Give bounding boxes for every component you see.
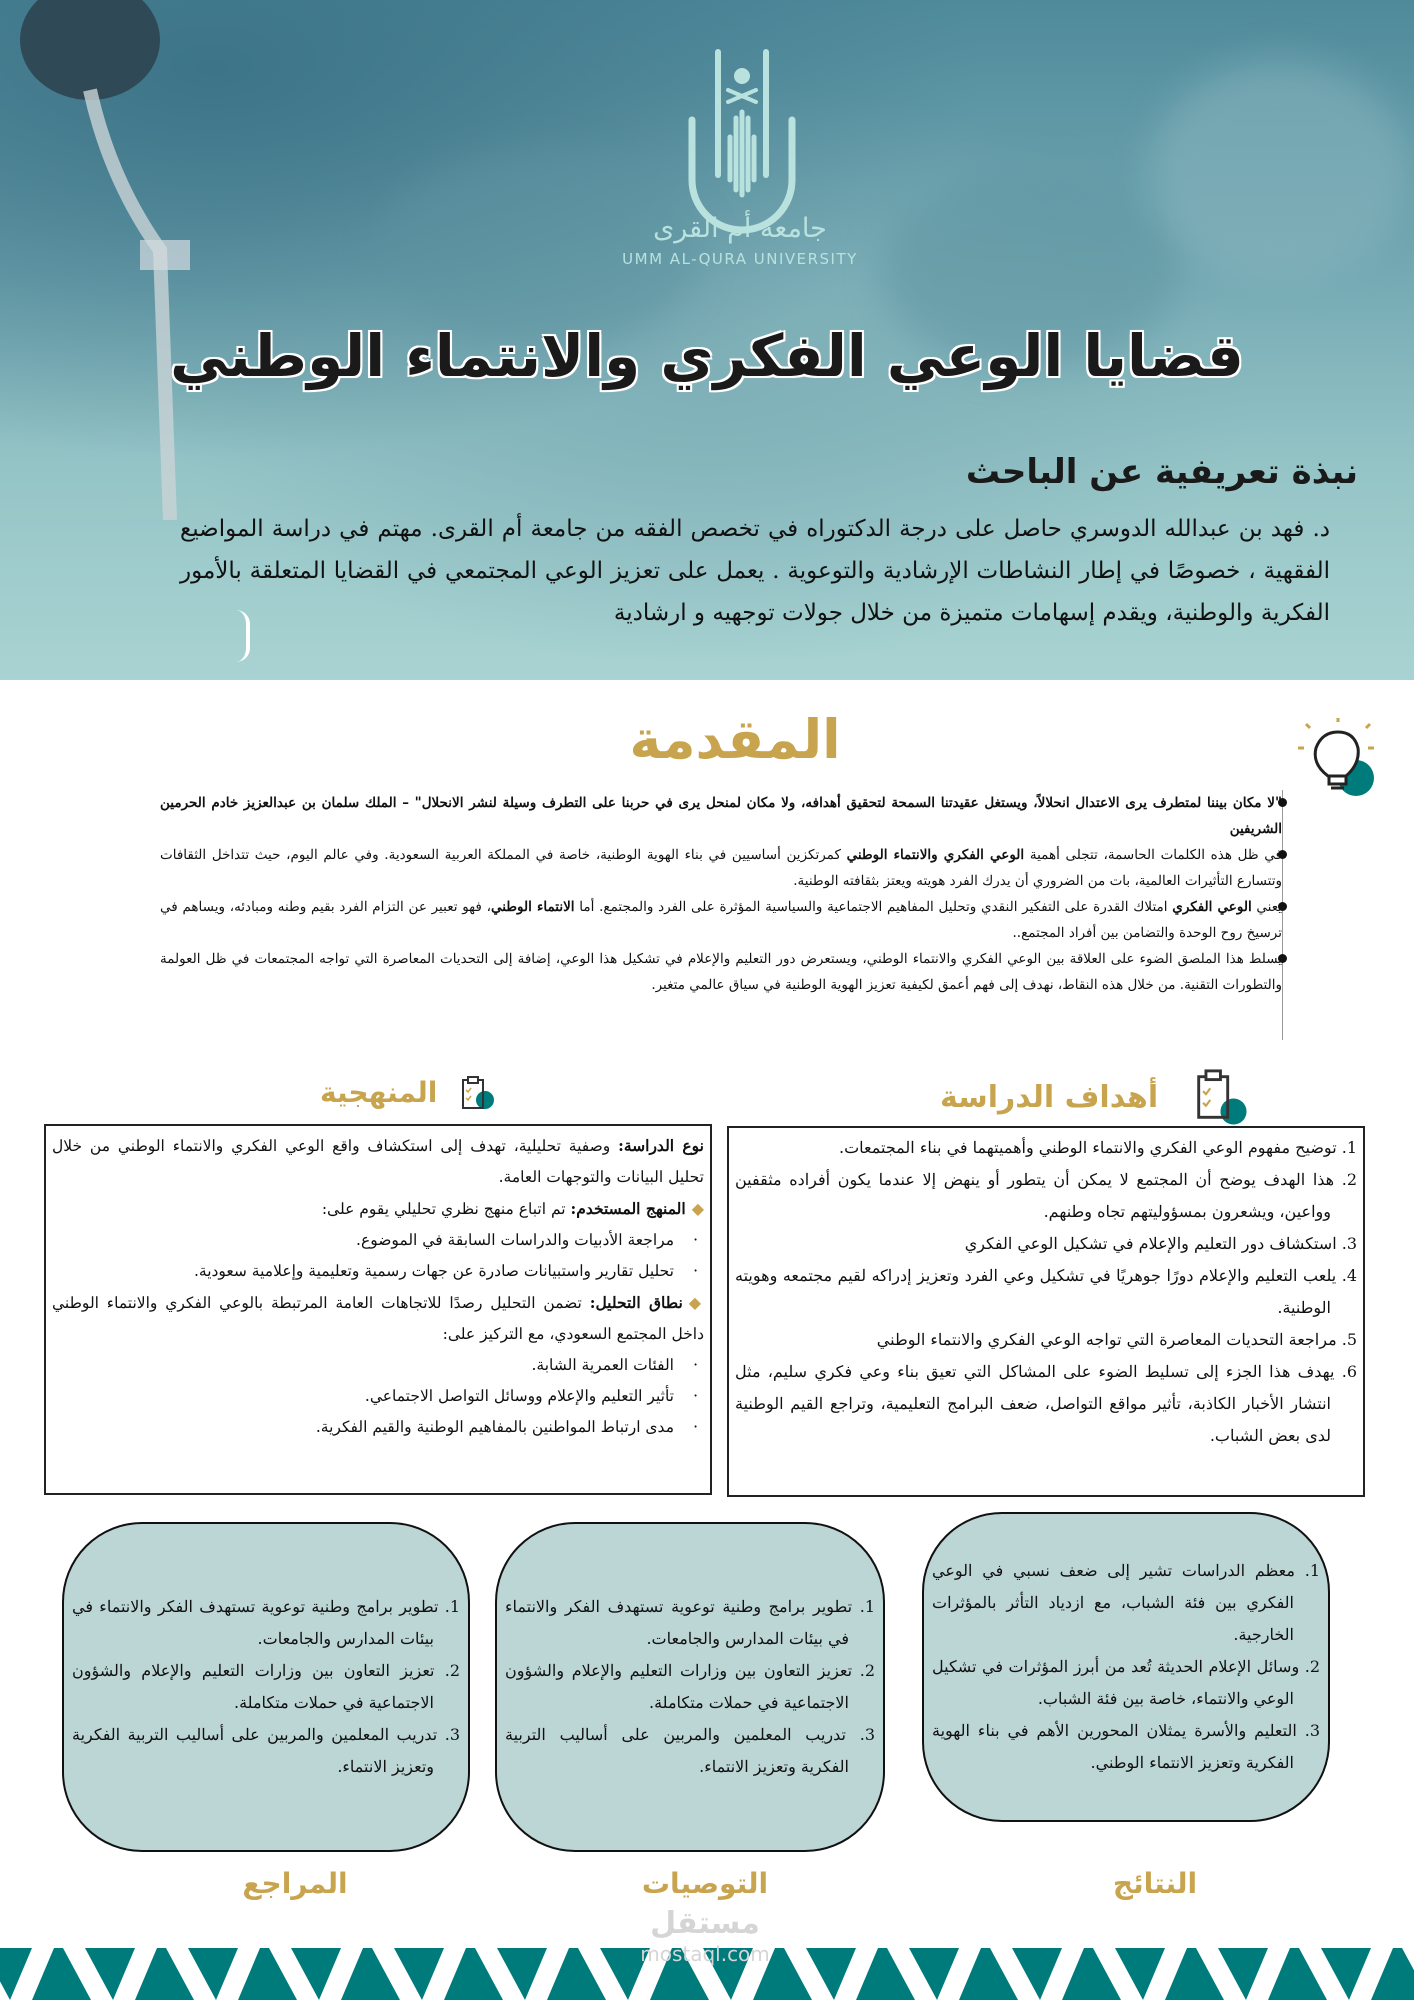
- result-item: 2. وسائل الإعلام الحديثة تُعد من أبرز المؤثرات في تشكيل الوعي والانتماء، خاصة بين فئة الشباب.: [932, 1657, 1320, 1708]
- objective-item: 2. هذا الهدف يوضح أن المجتمع لا يمكن أن يتطور أو ينهض إلا عندما يكون أفراده مثقفين وواعين، ويشعرون بمسؤوليتهم تجاه وطنهم.: [735, 1170, 1357, 1221]
- objective-item: 4. يلعب التعليم والإعلام دورًا جوهريًا في تشكيل وعي الفرد وتعزيز إدراكه لقيم مجتمعه وهويته الوطنية.: [735, 1266, 1357, 1317]
- recommendation-item: 3. تدريب المعلمين والمربين على أساليب التربية الفكرية وتعزيز الانتماء.: [505, 1725, 875, 1776]
- result-item: 3. التعليم والأسرة يمثلان المحورين الأهم في بناء الهوية الفكرية وتعزيز الانتماء الوطني.: [932, 1721, 1320, 1772]
- recommendations-heading: التوصيات: [641, 1867, 769, 1900]
- diamond-bullet-icon: ◆: [688, 1293, 704, 1312]
- text: وصفية تحليلية، تهدف إلى استكشاف واقع الوعي الفكري والانتماء الوطني من خلال تحليل البيانات والتوجهات العامة.: [52, 1137, 704, 1186]
- header-banner: [0, 0, 1414, 680]
- analysis-scope: [52, 1287, 704, 1350]
- intro-paragraph-3: يسلط هذا الملصق الضوء على العلاقة بين الوعي الفكري والانتماء الوطني، ويستعرض دور التعليم والإعلام في تشكيل هذا الوعي، إضافة إلى التحديات المعاصرة التي تواجه المجتمعات في ظل العولمة والتطورات التقنية. من خلال هذه النقاط، نهدف إلى فهم أعمق لكيفية تعزيز الهوية الوطنية في سياق عالمي متغير.: [160, 951, 1282, 993]
- text: تم اتباع منهج نظري تحليلي يقوم على:: [321, 1200, 571, 1218]
- method-used: [52, 1193, 704, 1225]
- result-item: 1. معظم الدراسات تشير إلى ضعف نسبي في الوعي الفكري بين فئة الشباب، مع ازدياد التأثر بالمؤثرات الخارجية.: [932, 1561, 1320, 1644]
- references-box: [62, 1522, 470, 1852]
- clipboard-icon: [457, 1074, 497, 1114]
- method-item: · مراجعة الأدبيات والدراسات السابقة في الموضوع.: [52, 1225, 704, 1256]
- bold-text: الوعي الفكري: [1172, 899, 1252, 915]
- clipboard-icon: [1190, 1068, 1248, 1126]
- microphone-image: [20, 0, 210, 520]
- poster-title: قضايا الوعي الفكري والانتماء الوطني: [170, 322, 1244, 390]
- watermark-arabic: مستقل: [650, 1906, 760, 1941]
- objective-item: 3. استكشاف دور التعليم والإعلام في تشكيل الوعي الفكري: [964, 1234, 1357, 1253]
- watermark: [620, 1906, 790, 1966]
- references-heading: المراجع: [242, 1867, 348, 1900]
- recommendation-item: 2. تعزيز التعاون بين وزارات التعليم والإعلام والشؤون الاجتماعية في حملات متكاملة.: [505, 1661, 875, 1712]
- logo-arabic-text: جامعة أم القرى: [653, 213, 827, 244]
- methodology-heading: المنهجية: [320, 1076, 438, 1109]
- results-box: [922, 1512, 1330, 1822]
- reference-item: 2. تعزيز التعاون بين وزارات التعليم والإعلام والشؤون الاجتماعية في حملات متكاملة.: [72, 1661, 460, 1712]
- diamond-bullet-icon: ◆: [691, 1199, 704, 1218]
- methodology-box: [44, 1124, 712, 1495]
- label: نوع الدراسة:: [618, 1136, 704, 1155]
- logo-english-text: UMM AL-QURA UNIVERSITY: [622, 250, 858, 268]
- text: ، فهو تعبير عن التزام الفرد بقيم وطنه ومبادئه، ويساهم في ترسيخ روح الوحدة والتضامن بين أفراد المجتمع..: [160, 899, 1282, 941]
- decorative-bracket: [236, 610, 250, 662]
- text: في ظل هذه الكلمات الحاسمة، تتجلى أهمية: [1024, 847, 1282, 863]
- text: يعني: [1251, 899, 1283, 915]
- text: امتلاك القدرة على التفكير النقدي وتحليل المفاهيم الاجتماعية والسياسية المؤثرة على الفرد والمجتمع. أما: [574, 899, 1173, 915]
- label: نطاق التحليل:: [589, 1293, 683, 1312]
- intro-paragraph-2: [160, 894, 1282, 946]
- label: المنهج المستخدم:: [570, 1199, 686, 1218]
- reference-item: 3. تدريب المعلمين والمربين على أساليب التربية الفكرية وتعزيز الانتماء.: [72, 1725, 460, 1776]
- method-item: · تحليل تقارير واستبيانات صادرة عن جهات رسمية وتعليمية وإعلامية سعودية.: [52, 1256, 704, 1287]
- intro-heading: المقدمة: [629, 708, 841, 771]
- bio-text: د. فهد بن عبدالله الدوسري حاصل على درجة الدكتوراه في تخصص الفقه من جامعة أم القرى. مهتم في دراسة المواضيع الفقهية ، خصوصًا في إطار النشاطات الإرشادية والتوعوية . يعمل على تعزيز الوعي المجتمعي في القضايا المتعلقة بالأمور الفكرية والوطنية، ويقدم إسهامات متميزة من خلال جولات توجهيه و ارشادية: [180, 516, 1330, 626]
- study-type: [52, 1130, 704, 1193]
- scope-item: · تأثير التعليم والإعلام ووسائل التواصل الاجتماعي.: [52, 1381, 704, 1412]
- bold-text: الانتماء الوطني: [490, 899, 575, 915]
- scope-item: · الفئات العمرية الشابة.: [52, 1350, 704, 1381]
- intro-timeline-line: [1282, 790, 1283, 1040]
- objective-item: 5. مراجعة التحديات المعاصرة التي تواجه الوعي الفكري والانتماء الوطني: [876, 1330, 1357, 1349]
- objective-item: 6. يهدف هذا الجزء إلى تسليط الضوء على المشاكل التي تعيق بناء وعي فكري سليم، مثل انتشار الأخبار الكاذبة، تأثير مواقع التواصل، ضعف البرامج التعليمية، وتراجع القيم الوطنية لدى بعض الشباب.: [735, 1362, 1357, 1445]
- recommendations-box: [495, 1522, 885, 1852]
- text: كمرتكزين أساسيين في بناء الهوية الوطنية، خاصة في المملكة العربية السعودية. وفي عالم اليوم، حيث تتداخل الثقافات وتتسارع التأثيرات العالمية، بات من الضروري أن يدرك الفرد هويته ويعتز بثقافته الوطنية.: [160, 847, 1282, 889]
- intro-paragraph-1: [160, 842, 1282, 894]
- text: تضمن التحليل رصدًا للاتجاهات العامة المرتبطة بالوعي الفكري والانتماء الوطني داخل المجتمع السعودي، مع التركيز على:: [52, 1294, 704, 1343]
- bio-heading: نبذة تعريفية عن الباحث: [965, 452, 1358, 492]
- recommendation-item: 1. تطوير برامج وطنية توعوية تستهدف الفكر والانتماء في بيئات المدارس والجامعات.: [505, 1597, 875, 1648]
- results-heading: النتائج: [1112, 1867, 1198, 1900]
- reference-item: 1. تطوير برامج وطنية توعوية تستهدف الفكر والانتماء في بيئات المدارس والجامعات.: [72, 1597, 460, 1648]
- intro-quote: "لا مكان بيننا لمتطرف يرى الاعتدال انحلالاً، ويستغل عقيدتنا السمحة لتحقيق أهدافه، ولا مكان لمنحل يرى في حربنا على التطرف وسيلة لنشر الانحلال" – الملك سلمان بن عبدالعزيز خادم الحرمين الشريفين: [160, 795, 1282, 837]
- objectives-heading: أهداف الدراسة: [940, 1080, 1159, 1115]
- watermark-english: mostaql.com: [640, 1942, 770, 1966]
- lightbulb-icon: [1298, 718, 1382, 802]
- scope-item: · مدى ارتباط المواطنين بالمفاهيم الوطنية والقيم الفكرية.: [52, 1412, 704, 1443]
- bold-text: الوعي الفكري والانتماء الوطني: [846, 847, 1025, 863]
- intro-text: [160, 790, 1282, 998]
- objectives-box: [727, 1126, 1365, 1497]
- objective-item: 1. توضيح مفهوم الوعي الفكري والانتماء الوطني وأهميتهما في بناء المجتمعات.: [839, 1138, 1357, 1157]
